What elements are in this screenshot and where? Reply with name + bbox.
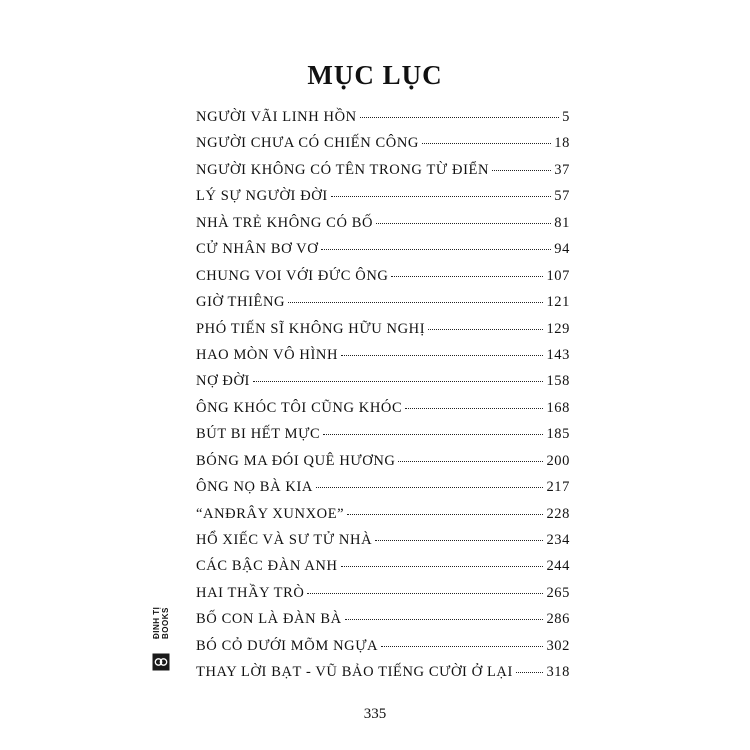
toc-entry-title: NGƯỜI KHÔNG CÓ TÊN TRONG TỪ ĐIỂN bbox=[196, 161, 490, 178]
toc-entry bbox=[196, 347, 570, 373]
toc-entry bbox=[196, 135, 570, 161]
dot-leader bbox=[492, 170, 551, 171]
toc-entry-title: NGƯỜI CHƯA CÓ CHIẾN CÔNG bbox=[196, 135, 419, 152]
dot-leader bbox=[307, 593, 543, 594]
toc-entry-page: 200 bbox=[546, 452, 570, 469]
toc-entry-page: 286 bbox=[546, 611, 570, 628]
toc-entry-title: NHÀ TRẺ KHÔNG CÓ BỐ bbox=[196, 214, 374, 231]
toc-entry-page: 94 bbox=[554, 241, 570, 258]
toc-entry-title: NỢ ĐỜI bbox=[196, 373, 250, 390]
toc-entry-title: CỬ NHÂN BƠ VƠ bbox=[196, 241, 319, 258]
dot-leader bbox=[331, 196, 552, 197]
toc-entry bbox=[196, 400, 570, 426]
dot-leader bbox=[428, 329, 543, 330]
toc-entry-title: BÓ CỎ DƯỚI MÕM NGỰA bbox=[196, 637, 379, 654]
toc-entry-page: 168 bbox=[546, 399, 570, 416]
toc-entry-page: 121 bbox=[546, 294, 570, 311]
publisher-name: ĐINH TỊ BOOKS bbox=[152, 606, 170, 640]
dot-leader bbox=[323, 434, 543, 435]
toc-entry-page: 244 bbox=[546, 558, 570, 575]
toc-entry-page: 265 bbox=[546, 584, 570, 601]
toc-entry-title: CHUNG VOI VỚI ĐỨC ÔNG bbox=[196, 267, 389, 284]
toc-entry-page: 318 bbox=[546, 664, 570, 681]
toc-entry-title: HAI THẦY TRÒ bbox=[196, 584, 305, 601]
toc-entry-page: 81 bbox=[554, 214, 570, 231]
toc-entry-page: 185 bbox=[546, 426, 570, 443]
dot-leader bbox=[341, 566, 544, 567]
dot-leader bbox=[253, 381, 543, 382]
toc-entry-page: 228 bbox=[546, 505, 570, 522]
toc-entry-title: “ANĐRÂY XUNXOE” bbox=[196, 505, 345, 522]
toc-entry bbox=[196, 294, 570, 320]
dinh-ti-logo-icon bbox=[152, 653, 170, 671]
dot-leader bbox=[376, 223, 551, 224]
toc-entry-page: 37 bbox=[554, 161, 570, 178]
toc-entry-title: NGƯỜI VÃI LINH HỒN bbox=[196, 109, 357, 125]
toc-entry-title: LÝ SỰ NGƯỜI ĐỜI bbox=[196, 188, 328, 205]
toc-entry bbox=[196, 532, 570, 558]
toc-entry bbox=[196, 109, 570, 135]
dot-leader bbox=[381, 646, 543, 647]
toc-entry-title: ÔNG KHÓC TÔI CŨNG KHÓC bbox=[196, 399, 403, 416]
dot-leader bbox=[360, 117, 559, 118]
toc-entry-title: CÁC BẬC ĐÀN ANH bbox=[196, 558, 338, 575]
table-of-contents bbox=[196, 109, 570, 691]
toc-entry bbox=[196, 611, 570, 637]
toc-entry-page: 107 bbox=[546, 267, 570, 284]
toc-entry-page: 217 bbox=[546, 479, 570, 496]
toc-entry-title: PHÓ TIẾN SĨ KHÔNG HỮU NGHỊ bbox=[196, 320, 426, 337]
dot-leader bbox=[345, 619, 544, 620]
dot-leader bbox=[347, 514, 543, 515]
toc-entry bbox=[196, 558, 570, 584]
toc-entry bbox=[196, 638, 570, 664]
toc-entry bbox=[196, 426, 570, 452]
publisher-mark bbox=[151, 596, 173, 674]
toc-entry-page: 129 bbox=[546, 320, 570, 337]
dot-leader bbox=[398, 461, 543, 462]
toc-entry-page: 57 bbox=[554, 188, 570, 205]
toc-entry bbox=[196, 585, 570, 611]
dot-leader bbox=[341, 355, 543, 356]
toc-entry-title: THAY LỜI BẠT - VŨ BẢO TIẾNG CƯỜI Ở LẠI bbox=[196, 664, 513, 681]
toc-entry-title: BỐ CON LÀ ĐÀN BÀ bbox=[196, 611, 342, 628]
page-title: MỤC LỤC bbox=[307, 60, 443, 90]
toc-entry bbox=[196, 268, 570, 294]
toc-entry bbox=[196, 453, 570, 479]
toc-entry bbox=[196, 373, 570, 399]
toc-entry bbox=[196, 321, 570, 347]
toc-entry-title: BÓNG MA ĐÓI QUÊ HƯƠNG bbox=[196, 452, 396, 469]
toc-entry bbox=[196, 664, 570, 690]
toc-entry bbox=[196, 506, 570, 532]
toc-entry-page: 234 bbox=[546, 532, 570, 548]
toc-entry-title: BÚT BI HẾT MỰC bbox=[196, 426, 321, 443]
toc-entry bbox=[196, 188, 570, 214]
toc-entry-title: ÔNG NỌ BÀ KIA bbox=[196, 479, 313, 496]
toc-entry-page: 143 bbox=[546, 346, 570, 363]
toc-entry bbox=[196, 215, 570, 241]
toc-entry-title: HAO MÒN VÔ HÌNH bbox=[196, 346, 339, 363]
dot-leader bbox=[391, 276, 543, 277]
toc-entry-page: 302 bbox=[546, 637, 570, 654]
toc-entry-page: 158 bbox=[546, 373, 570, 390]
dot-leader bbox=[321, 249, 551, 250]
toc-entry-page: 18 bbox=[554, 135, 570, 152]
page-number: 335 bbox=[363, 706, 387, 722]
dot-leader bbox=[316, 487, 543, 488]
toc-entry bbox=[196, 241, 570, 267]
dot-leader bbox=[375, 540, 543, 541]
toc-entry bbox=[196, 479, 570, 505]
dot-leader bbox=[516, 672, 544, 673]
toc-entry-title: GIỜ THIÊNG bbox=[196, 294, 286, 311]
dot-leader bbox=[422, 143, 551, 144]
toc-entry-page: 5 bbox=[562, 109, 570, 125]
dot-leader bbox=[405, 408, 543, 409]
dot-leader bbox=[288, 302, 543, 303]
toc-entry bbox=[196, 162, 570, 188]
toc-entry-title: HỔ XIẾC VÀ SƯ TỬ NHÀ bbox=[196, 532, 373, 548]
